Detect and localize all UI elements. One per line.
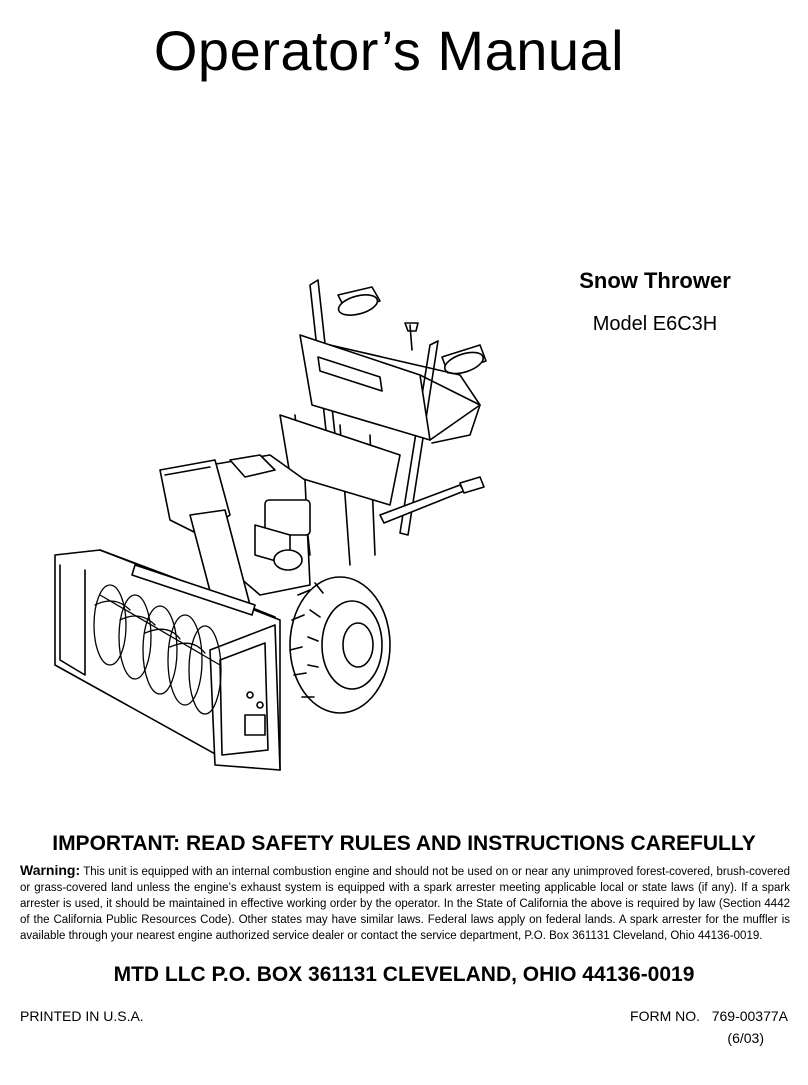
warning-paragraph bbox=[20, 862, 790, 944]
model-number: Model E6C3H bbox=[592, 313, 718, 335]
company-address: MTD LLC P.O. BOX 361131 CLEVELAND, OHIO 44136-0019 bbox=[113, 963, 695, 986]
product-name: Snow Thrower bbox=[579, 268, 731, 293]
warning-label: Warning: bbox=[20, 862, 81, 878]
wheel bbox=[290, 577, 390, 713]
form-number: FORM NO. 769-00377A bbox=[630, 1008, 788, 1024]
page-title: Operator’s Manual bbox=[153, 19, 625, 82]
printed-in: PRINTED IN U.S.A. bbox=[20, 1008, 144, 1024]
print-date: (6/03) bbox=[727, 1030, 764, 1046]
warning-text: This unit is equipped with an internal combustion engine and should not be used on or near any unimproved forest-covered, brush-covered or grass-covered land unless the engine’s exhaust system is equipped with a spark arrester meeting applicable local or state laws (if any). If a spark arrester is used, it should be maintained in effective working order by the operator. In the State of California the above is required by law (Section 4442 of the California Public Resources Code). Other states may have similar laws. Federal laws apply on federal lands. A spark arrester for the muffler is available through your nearest engine authorized service dealer or contact the service department, P.O. Box 361131 Cleveland, Ohio 44136-0019. bbox=[20, 866, 790, 942]
snow-thrower-illustration bbox=[40, 265, 510, 785]
important-heading: IMPORTANT: READ SAFETY RULES AND INSTRUCTIONS CAREFULLY bbox=[52, 832, 756, 855]
